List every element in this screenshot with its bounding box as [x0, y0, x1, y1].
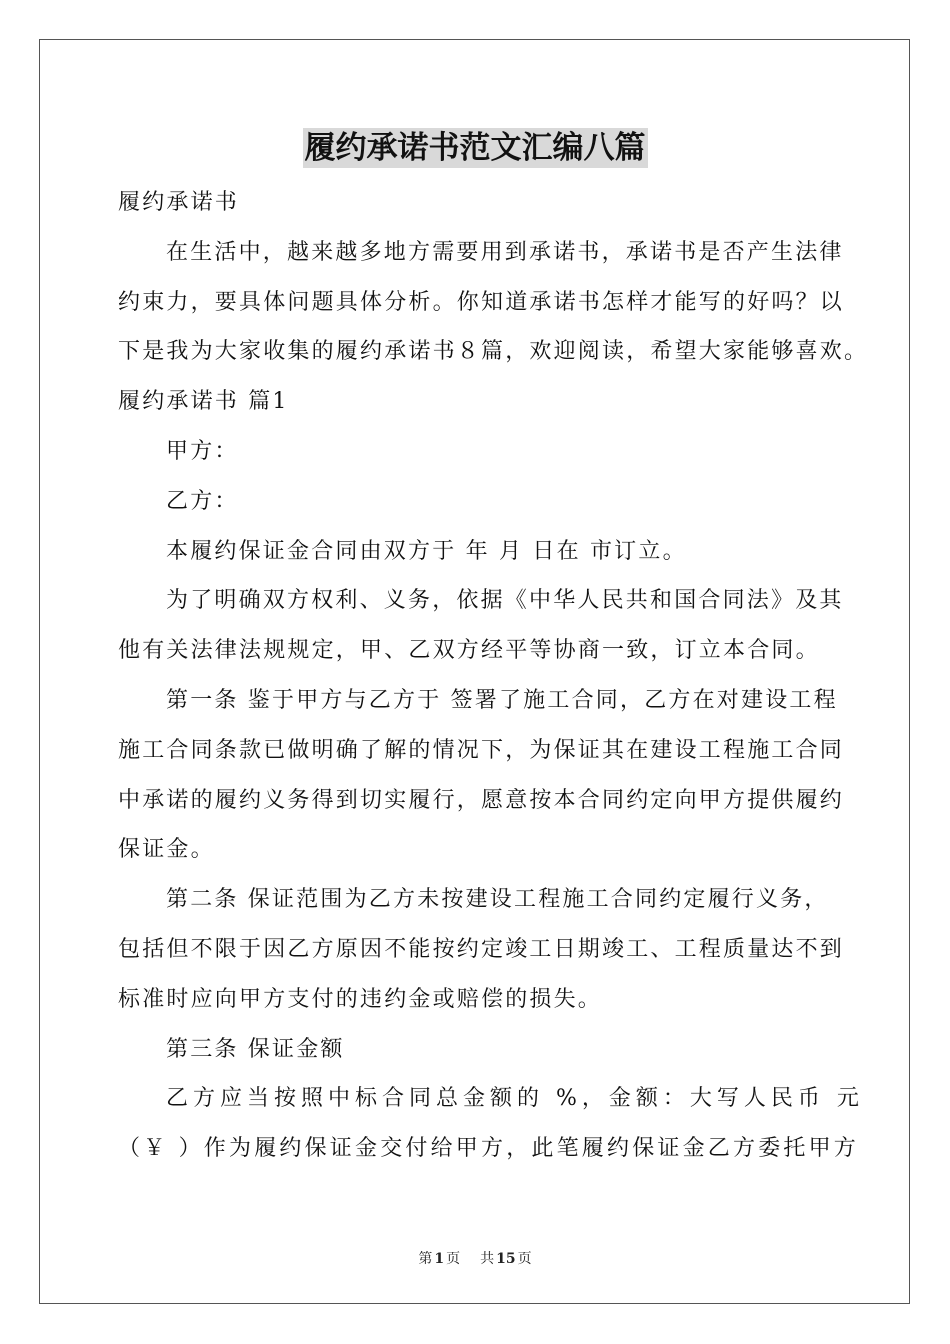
total-suffix: 页 [517, 1251, 532, 1267]
title-container [0, 128, 950, 168]
total-prefix: 共 [480, 1251, 495, 1267]
total-pages-number: 15 [496, 1251, 516, 1267]
clause-one-line: 第一条 鉴于甲方与乙方于 签署了施工合同，乙方在对建设工程 [166, 687, 838, 713]
page-prefix: 第 [418, 1251, 433, 1267]
page-footer [0, 1248, 950, 1268]
clause-one-line: 中承诺的履约义务得到切实履行，愿意按本合同约定向甲方提供履约 [118, 787, 845, 813]
document-title: 履约承诺书范文汇编八篇 [304, 130, 646, 166]
page-suffix: 页 [446, 1251, 461, 1267]
party-a-label: 甲方： [166, 438, 239, 464]
contract-paragraph-line: 他有关法律法规规定，甲、乙双方经平等协商一致，订立本合同。 [118, 638, 820, 664]
clause-two-line: 标准时应向甲方支付的违约金或赔偿的损失。 [118, 986, 603, 1012]
document-body [118, 178, 869, 1174]
article-heading: 履约承诺书 篇1 [118, 389, 289, 415]
contract-paragraph-line: 本履约保证金合同由双方于 年 月 日在 市订立。 [166, 538, 687, 564]
intro-paragraph-line: 约束力，要具体问题具体分析。你知道承诺书怎样才能写的好吗？以 [118, 289, 845, 315]
clause-three-heading: 第三条 保证金额 [166, 1036, 345, 1062]
current-page-number: 1 [434, 1251, 445, 1267]
intro-paragraph-line: 下是我为大家收集的履约承诺书８篇，欢迎阅读，希望大家能够喜欢。 [118, 339, 869, 365]
clause-three-line: 乙方应当按照中标合同总金额的 %，金额：大写人民币 元 [166, 1086, 864, 1112]
intro-paragraph-line: 在生活中，越来越多地方需要用到承诺书，承诺书是否产生法律 [166, 239, 844, 265]
section-heading: 履约承诺书 [118, 190, 240, 215]
clause-one-line: 施工合同条款已做明确了解的情况下，为保证其在建设工程施工合同 [118, 737, 845, 763]
party-b-label: 乙方： [166, 488, 239, 514]
clause-one-line: 保证金。 [118, 837, 215, 863]
clause-two-line: 包括但不限于因乙方原因不能按约定竣工日期竣工、工程质量达不到 [118, 936, 845, 962]
contract-paragraph-line: 为了明确双方权利、义务，依据《中华人民共和国合同法》及其 [166, 588, 844, 614]
clause-three-line: （￥ ）作为履约保证金交付给甲方，此笔履约保证金乙方委托甲方 [118, 1136, 859, 1162]
clause-two-line: 第二条 保证范围为乙方未按建设工程施工合同约定履行义务， [166, 887, 829, 913]
